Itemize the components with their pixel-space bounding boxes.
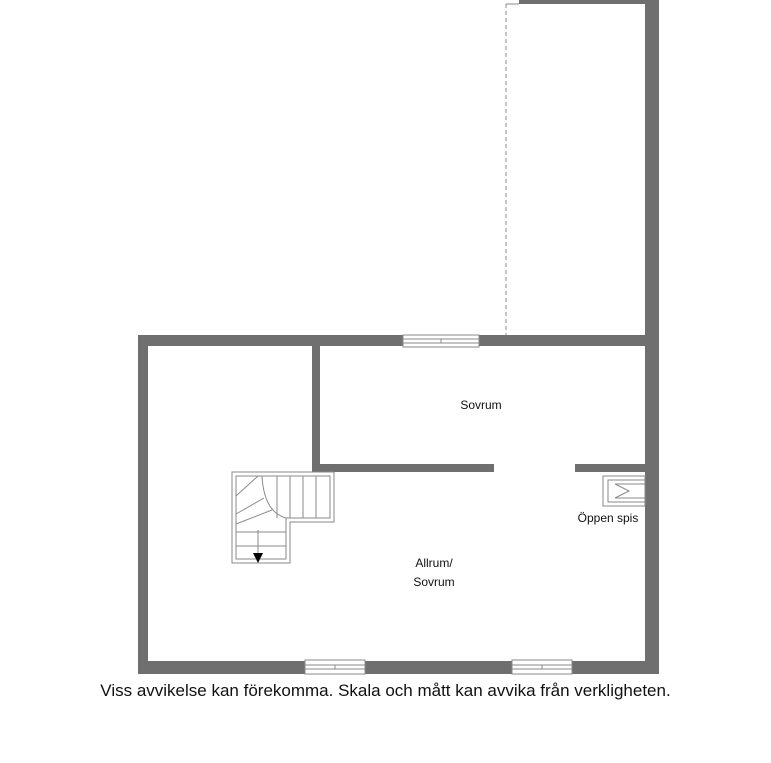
interior-wall-vertical	[312, 346, 320, 472]
staircase	[232, 472, 334, 563]
interior-wall-horizontal	[312, 464, 494, 472]
left-wall	[138, 335, 148, 674]
fireplace-label: Öppen spis	[577, 511, 639, 525]
window-bottom-left	[305, 660, 365, 674]
disclaimer-text: Viss avvikelse kan förekomma. Skala och mått kan avvika från verkligheten.	[100, 681, 671, 700]
extension-top-wall	[519, 0, 645, 4]
room-label-sovrum-2: Sovrum	[413, 575, 455, 589]
top-wall	[138, 335, 659, 346]
window-bottom-right	[512, 660, 572, 674]
window-top	[403, 335, 479, 347]
outer-walls	[138, 335, 659, 674]
interior-wall-right	[575, 464, 645, 472]
upper-extension	[506, 0, 659, 346]
room-label-allrum: Allrum/	[415, 556, 453, 570]
room-label-sovrum: Sovrum	[460, 398, 502, 412]
right-wall	[645, 335, 659, 674]
bottom-wall	[138, 661, 659, 674]
extension-right-wall	[645, 0, 659, 346]
fireplace	[603, 476, 645, 506]
